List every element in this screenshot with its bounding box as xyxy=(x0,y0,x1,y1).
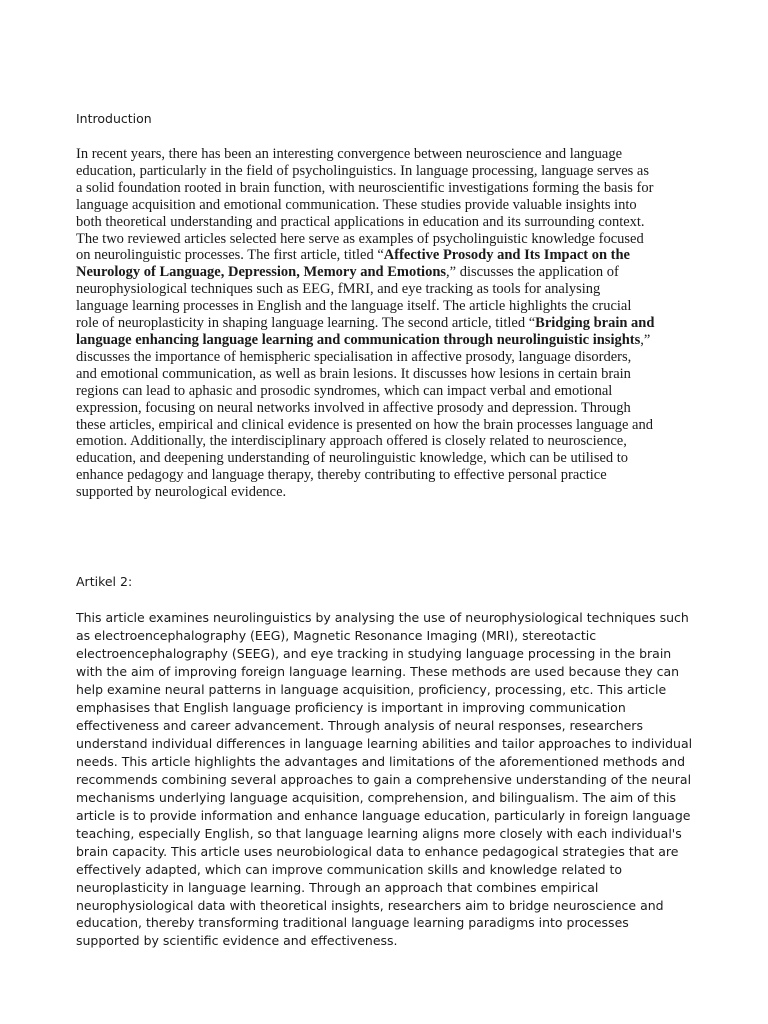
paragraph-line: with the aim of improving foreign language learning. These methods are used because they can xyxy=(76,663,680,679)
paragraph-line: education, thereby transforming traditional language learning paradigms into processes xyxy=(76,915,629,931)
text-run: and emotional communication, as well as brain lesions. It discusses how lesions in certain brain xyxy=(76,365,631,382)
paragraph-line xyxy=(76,349,704,366)
text-run: expression, focusing on neural networks involved in affective prosody and depression. Through xyxy=(76,399,631,416)
paragraph-line: mechanisms underlying language acquisition, comprehension, and bilingualism. The aim of this xyxy=(76,789,677,805)
paragraph-line xyxy=(76,433,704,450)
paragraph-line: brain capacity. This article uses neurobiological data to enhance pedagogical strategies that are xyxy=(76,843,679,859)
paragraph-line xyxy=(76,197,704,214)
article-title: Bridging brain and xyxy=(535,315,655,332)
paragraph-line xyxy=(76,400,704,417)
text-run: discusses the importance of hemispheric specialisation in affective prosody, language disorders, xyxy=(76,348,632,365)
text-run: role of neuroplasticity in shaping language learning. The second article, titled “ xyxy=(76,315,536,332)
text-run: education, particularly in the field of psycholinguistics. In language processing, language serves as xyxy=(76,162,649,179)
text-run: both theoretical understanding and practical applications in education and its surrounding context. xyxy=(76,213,645,230)
text-run: emotion. Additionally, the interdisciplinary approach offered is closely related to neuroscience, xyxy=(76,433,627,450)
paragraph-line: understand individual differences in language learning abilities and tailor approaches to individual xyxy=(76,735,693,751)
text-run: these articles, empirical and clinical evidence is presented on how the brain processes language and xyxy=(76,416,653,433)
paragraph-line: teaching, especially English, so that language learning aligns more closely with each individual's xyxy=(76,825,682,841)
article-title: language enhancing language learning and communication through neurolinguistic insights xyxy=(76,331,641,348)
paragraph-line: help examine neural patterns in language acquisition, proficiency, processing, etc. This article xyxy=(76,681,667,697)
text-run: regions can lead to aphasic and prosodic syndromes, which can impact verbal and emotional xyxy=(76,382,613,399)
text-run: neurophysiological techniques such as EEG, fMRI, and eye tracking as tools for analysing xyxy=(76,281,601,298)
text-run: The two reviewed articles selected here serve as examples of psycholinguistic knowledge focused xyxy=(76,230,644,247)
text-run: language acquisition and emotional communication. These studies provide valuable insights into xyxy=(76,196,637,213)
section-heading-artikel-2: Artikel 2: xyxy=(76,574,133,589)
paragraph-line: neurophysiological data with theoretical insights, researchers aim to bridge neuroscience and xyxy=(76,897,664,913)
paragraph-line xyxy=(76,163,704,180)
paragraph-line xyxy=(76,383,704,400)
paragraph-line xyxy=(76,231,704,248)
paragraph-line xyxy=(76,467,704,484)
text-run: enhance pedagogy and language therapy, thereby contributing to effective personal practice xyxy=(76,467,607,484)
section-heading-introduction: Introduction xyxy=(76,111,152,126)
text-run: language learning processes in English and the language itself. The article highlights the crucial xyxy=(76,298,632,315)
paragraph-line xyxy=(76,247,704,264)
text-run: In recent years, there has been an interesting convergence between neuroscience and language xyxy=(76,146,623,162)
paragraph-line xyxy=(76,298,704,315)
paragraph-line: neuroplasticity in language learning. Through an approach that combines empirical xyxy=(76,879,599,895)
paragraph-line: effectiveness and career advancement. Through analysis of neural responses, researchers xyxy=(76,717,643,733)
paragraph-line xyxy=(76,180,704,197)
text-run: on neurolinguistic processes. The first article, titled “ xyxy=(76,247,384,264)
text-run: education, and deepening understanding of neurolinguistic knowledge, which can be utilised to xyxy=(76,450,629,467)
paragraph-line xyxy=(76,315,704,332)
paragraph-line: supported by scientific evidence and effectiveness. xyxy=(76,933,398,949)
text-run: a solid foundation rooted in brain function, with neuroscientific investigations forming the basis for xyxy=(76,179,654,196)
paragraph-line: needs. This article highlights the advantages and limitations of the aforementioned methods and xyxy=(76,753,686,769)
paragraph-line: This article examines neurolinguistics by analysing the use of neurophysiological techniques such xyxy=(76,610,689,625)
paragraph-line xyxy=(76,450,704,467)
paragraph-line xyxy=(76,214,704,231)
paragraph-line xyxy=(76,146,704,163)
text-run: supported by neurological evidence. xyxy=(76,484,287,501)
paragraph-line: effectively adapted, which can improve communication skills and knowledge related to xyxy=(76,861,623,877)
paragraph-line xyxy=(76,332,704,349)
article-title: Neurology of Language, Depression, Memory and Emotions xyxy=(76,264,447,281)
text-run: ,” xyxy=(640,331,651,348)
paragraph-line xyxy=(76,366,704,383)
paragraph-line xyxy=(76,417,704,434)
text-run: ,” discusses the application of xyxy=(446,264,619,281)
paragraph-line: recommends combining several approaches to gain a comprehensive understanding of the neural xyxy=(76,771,692,787)
paragraph-line: emphasises that English language proficiency is important in improving communication xyxy=(76,699,626,715)
paragraph-line xyxy=(76,484,704,501)
artikel-2-paragraph xyxy=(76,609,704,950)
paragraph-line: as electroencephalography (EEG), Magnetic Resonance Imaging (MRI), stereotactic xyxy=(76,627,597,643)
paragraph-line: electroencephalography (SEEG), and eye tracking in studying language processing in the brain xyxy=(76,645,672,661)
paragraph-line xyxy=(76,264,704,281)
introduction-paragraph xyxy=(76,146,704,501)
article-title: Affective Prosody and Its Impact on the xyxy=(383,247,630,264)
paragraph-line xyxy=(76,281,704,298)
paragraph-line: article is to provide information and enhance language education, particularly in foreign language xyxy=(76,807,691,823)
